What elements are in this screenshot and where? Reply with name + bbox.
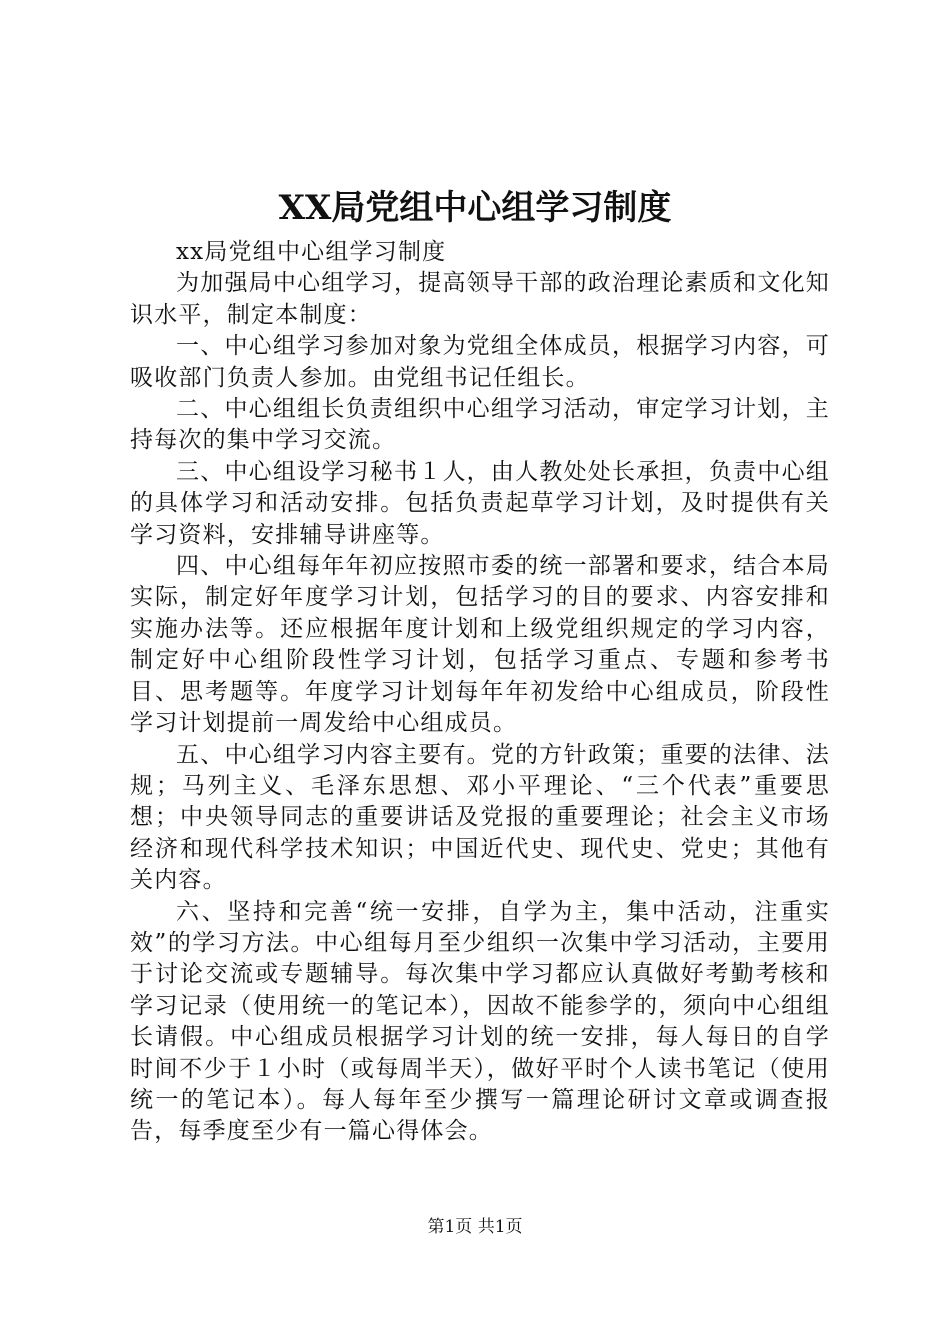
paragraph-item-4: 四、中心组每年年初应按照市委的统一部署和要求，结合本局实际，制定好年度学习计划，包括学习的目的要求、内容安排和实施办法等。还应根据年度计划和上级党组织规定的学习内容，制定好中心组阶段性学习计划，包括学习重点、专题和参考书目、思考题等。年度学习计划每年年初发给中心组成员，阶段性学习计划提前一周发给中心组成员。 xyxy=(130,553,830,737)
paragraph-item-5: 五、中心组学习内容主要有。党的方针政策；重要的法律、法规；马列主义、毛泽东思想、邓小平理论、“三个代表”重要思想；中央领导同志的重要讲话及党报的重要理论；社会主义市场经济和现代科学技术知识；中国近代史、现代史、党史；其他有关内容。 xyxy=(130,741,830,894)
paragraph-item-6: 六、坚持和完善“统一安排，自学为主，集中活动，注重实效”的学习方法。中心组每月至少组织一次集中学习活动，主要用于讨论交流或专题辅导。每次集中学习都应认真做好考勤考核和学习记录（使用统一的笔记本），因故不能参学的，须向中心组组长请假。中心组成员根据学习计划的统一安排，每人每日的自学时间不少于１小时（或每周半天），做好平时个人读书笔记（使用统一的笔记本）。每人每年至少撰写一篇理论研讨文章或调查报告，每季度至少有一篇心得体会。 xyxy=(130,898,830,1145)
paragraph-item-2: 二、中心组组长负责组织中心组学习活动，审定学习计划，主持每次的集中学习交流。 xyxy=(130,396,830,454)
paragraph-item-3: 三、中心组设学习秘书１人，由人教处处长承担，负责中心组的具体学习和活动安排。包括负责起草学习计划，及时提供有关学习资料，安排辅导讲座等。 xyxy=(130,458,830,548)
paragraph-preamble: 为加强局中心组学习，提高领导干部的政治理论素质和文化知识水平，制定本制度： xyxy=(130,270,830,328)
document-title: XX局党组中心组学习制度 xyxy=(278,188,672,228)
document-body xyxy=(130,237,830,1148)
page-number-footer: 第1页 共1页 xyxy=(427,1217,523,1237)
paragraph-item-1: 一、中心组学习参加对象为党组全体成员，根据学习内容，可吸收部门负责人参加。由党组书记任组长。 xyxy=(130,333,830,391)
paragraph-subtitle: xx局党组中心组学习制度 xyxy=(176,239,447,265)
